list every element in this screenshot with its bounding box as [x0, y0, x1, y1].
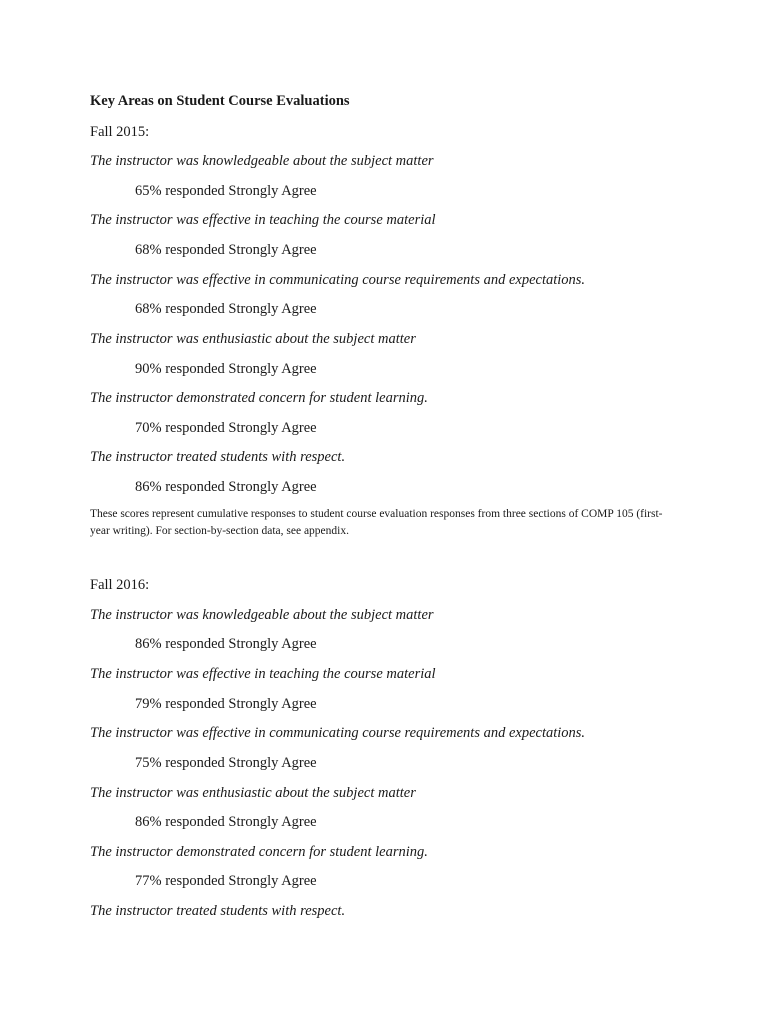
survey-result: 68% responded Strongly Agree [135, 242, 317, 258]
survey-question: The instructor was effective in teaching the course material [90, 666, 436, 682]
survey-question: The instructor was knowledgeable about the subject matter [90, 607, 434, 623]
survey-result: 65% responded Strongly Agree [135, 183, 317, 199]
survey-result: 79% responded Strongly Agree [135, 696, 317, 712]
survey-result: 70% responded Strongly Agree [135, 420, 317, 436]
survey-question: The instructor was effective in teaching the course material [90, 212, 436, 228]
survey-result: 77% responded Strongly Agree [135, 873, 317, 889]
survey-question: The instructor was enthusiastic about the subject matter [90, 785, 416, 801]
document-title: Key Areas on Student Course Evaluations [90, 93, 350, 109]
survey-result: 86% responded Strongly Agree [135, 814, 317, 830]
section-term-fall-2015: Fall 2015: [90, 124, 150, 140]
section-term-fall-2016: Fall 2016: [90, 577, 150, 593]
survey-result: 75% responded Strongly Agree [135, 755, 317, 771]
survey-question: The instructor was enthusiastic about the subject matter [90, 331, 416, 347]
survey-question: The instructor demonstrated concern for student learning. [90, 390, 428, 406]
survey-question: The instructor was effective in communicating course requirements and expectations. [90, 725, 586, 741]
survey-result: 90% responded Strongly Agree [135, 361, 317, 377]
survey-result: 86% responded Strongly Agree [135, 636, 317, 652]
survey-result: 86% responded Strongly Agree [135, 479, 317, 495]
survey-question: The instructor was knowledgeable about the subject matter [90, 153, 434, 169]
survey-question: The instructor demonstrated concern for student learning. [90, 844, 428, 860]
survey-result: 68% responded Strongly Agree [135, 301, 317, 317]
survey-question: The instructor treated students with respect. [90, 903, 346, 919]
section-footnote: These scores represent cumulative responses to student course evaluation responses from three sections of COMP 105 (first-year writing). For section-by-section data, see appendix. [90, 508, 663, 537]
survey-question: The instructor treated students with respect. [90, 449, 346, 465]
survey-question: The instructor was effective in communicating course requirements and expectations. [90, 272, 586, 288]
